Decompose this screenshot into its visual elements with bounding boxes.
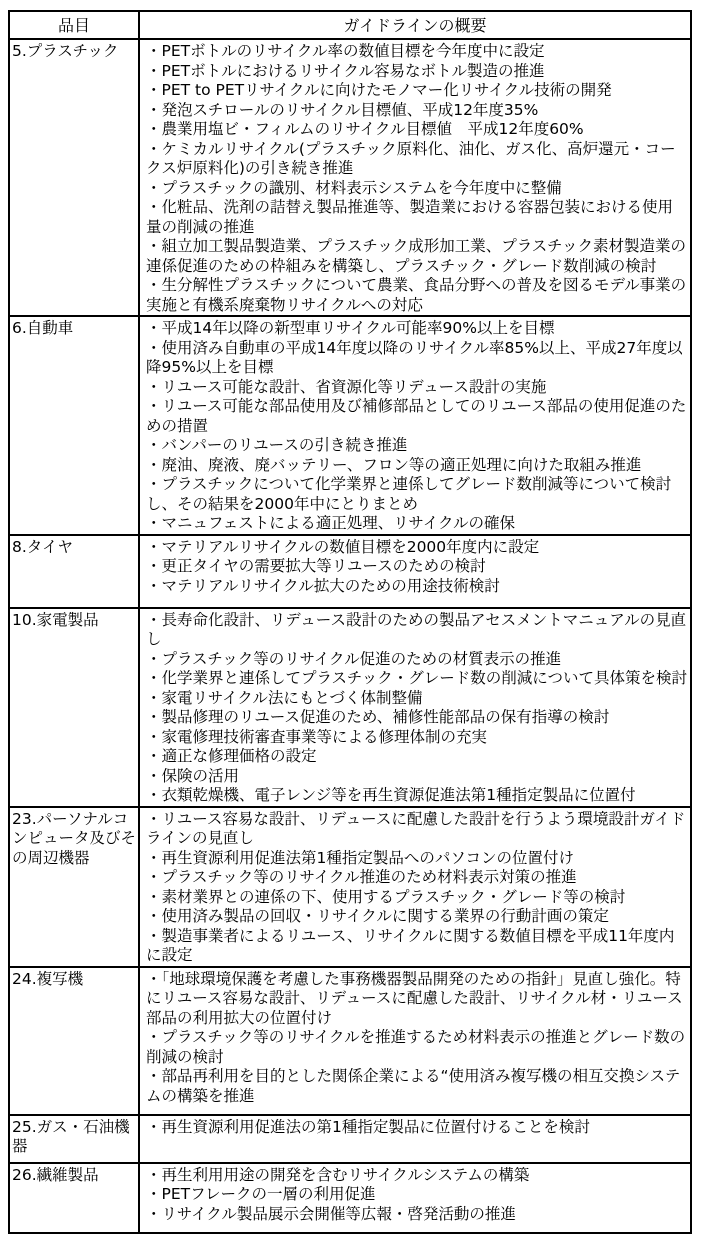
header-item-column: 品目	[10, 12, 140, 38]
guideline-item: ・家電リサイクル法にもとづく体制整備	[146, 688, 423, 707]
item-name: 6.自動車	[10, 317, 140, 534]
guidelines-cell	[140, 609, 690, 806]
table-row	[10, 806, 690, 966]
guideline-item: ・プラスチックについて化学業界と連係してグレード数削減等について検討し、その結果を2000年中にとりまとめ	[146, 475, 672, 513]
guideline-item: ・更正タイヤの需要拡大等リユースのための検討	[146, 557, 486, 575]
guidelines-cell	[140, 40, 690, 315]
guidelines-cell	[140, 1116, 690, 1162]
guideline-item: ・使用済み自動車の平成14年度以降のリサイクル率85%以上、平成27年度以降95%以上を目標	[146, 338, 683, 376]
guidelines-cell	[140, 536, 690, 607]
guideline-item: ・使用済み製品の回収・リサイクルに関する業界の行動計画の策定	[146, 907, 609, 925]
guideline-item: ・適正な修理価格の設定	[146, 747, 317, 765]
table-row	[10, 1162, 690, 1232]
guideline-item: ・リサイクル製品展示会開催等広報・啓発活動の推進	[146, 1204, 516, 1223]
guideline-item: ・リユース可能な設計、省資源化等リデュース設計の実施	[146, 377, 547, 396]
guideline-item: ・保険の活用	[146, 766, 240, 785]
item-name: 5.プラスチック	[10, 40, 140, 315]
guidelines-cell	[140, 317, 690, 534]
guideline-item: ・化学業界と連係してプラスチック・グレード数の削減について具体策を検討	[146, 669, 687, 687]
table-row	[10, 966, 690, 1114]
guideline-item: ・プラスチック等のリサイクル推進のため材料表示対策の推進	[146, 868, 577, 886]
table-row	[10, 1114, 690, 1162]
guideline-item: ・再生利用用途の開発を含むリサイクルシステムの構築	[146, 1165, 530, 1184]
guideline-item: ・マテリアルリサイクルの数値目標を2000年度内に設定	[146, 537, 540, 556]
guideline-item: ・マニュフェストによる適正処理、リサイクルの確保	[146, 514, 516, 532]
table-row	[10, 315, 690, 534]
guideline-item: ・リユース可能な部品使用及び補修部品としてのリユース部品の使用促進のための措置	[146, 397, 687, 435]
table-row	[10, 38, 690, 315]
guideline-item: ・家電修理技術審査事業等による修理体制の充実	[146, 727, 488, 746]
guideline-item: ・長寿命化設計、リデュース設計のための製品アセスメントマニュアルの見直し	[146, 610, 687, 648]
table-header-row	[10, 12, 690, 38]
guideline-item: ・化粧品、洗剤の詰替え製品推進等、製造業における容器包装における使用量の削減の推進	[146, 198, 674, 236]
guidelines-table	[8, 10, 692, 1234]
table-row	[10, 534, 690, 607]
item-name: 24.複写機	[10, 968, 140, 1114]
guideline-item: ・製品修理のリユース促進のため、補修性能部品の保有指導の検討	[146, 708, 610, 726]
guideline-item: ・プラスチックの識別、材料表示システムを今年度中に整備	[146, 178, 562, 197]
guideline-item: ・PETフレークの一層の利用促進	[146, 1185, 376, 1203]
item-name: 26.繊維製品	[10, 1164, 140, 1232]
guideline-item: ・再生資源利用促進法の第1種指定製品に位置付けることを検討	[146, 1117, 590, 1136]
guideline-item: ・製造事業者によるリユース、リサイクルに関する数値目標を平成11年度内に設定	[146, 926, 675, 964]
guideline-item: ・素材業界との連係の下、使用するプラスチック・グレード等の検討	[146, 887, 626, 906]
guideline-item: ・PETボトルのリサイクル率の数値目標を今年度中に設定	[146, 42, 545, 60]
header-summary-column: ガイドラインの概要	[343, 15, 487, 35]
item-name: 23.パーソナルコンピュータ及びその周辺機器	[10, 808, 140, 966]
guideline-item: ・平成14年以降の新型車リサイクル可能率90%以上を目標	[146, 319, 555, 337]
guideline-item: ・組立加工製品製造業、プラスチック成形加工業、プラスチック素材製造業の連係促進のための枠組みを構築し、プラスチック・グレード数削減の検討	[146, 237, 687, 275]
guideline-item: ・生分解性プラスチックについて農業、食品分野への普及を図るモデル事業の実施と有機系廃棄物リサイクルへの対応	[146, 276, 687, 314]
guidelines-cell	[140, 1164, 690, 1232]
guideline-item: ・「地球環境保護を考慮した事務機器製品開発のための指針」見直し強化。特にリユース容易な設計、リデュースに配慮した設計、リサイクル材・リユース部品の利用拡大の位置付け	[146, 969, 683, 1027]
guideline-item: ・再生資源利用促進法第1種指定製品へのパソコンの位置付け	[146, 848, 575, 867]
guidelines-cell	[140, 808, 690, 966]
item-name: 25.ガス・石油機器	[10, 1116, 140, 1162]
guideline-item: ・廃油、廃液、廃バッテリー、フロン等の適正処理に向けた取組み推進	[146, 455, 642, 474]
guidelines-cell	[140, 968, 690, 1114]
guideline-item: ・PETボトルにおけるリサイクル容易なボトル製造の推進	[146, 61, 545, 80]
guideline-item: ・発泡スチロールのリサイクル目標値、平成12年度35%	[146, 100, 539, 119]
table-row	[10, 607, 690, 806]
guideline-item: ・マテリアルリサイクル拡大のための用途技術検討	[146, 576, 500, 595]
guideline-item: ・ケミカルリサイクル(プラスチック原料化、油化、ガス化、高炉還元・コークス炉原料化)の引き続き推進	[146, 139, 676, 177]
guideline-item: ・プラスチック等のリサイクル促進のための材質表示の推進	[146, 649, 562, 668]
item-name: 10.家電製品	[10, 609, 140, 806]
item-name: 8.タイヤ	[10, 536, 140, 607]
guideline-item: ・部品再利用を目的とした関係企業による“使用済み複写機の相互交換システムの構築を推進	[146, 1067, 681, 1105]
guideline-item: ・衣類乾燥機、電子レンジ等を再生資源促進法第1種指定製品に位置付	[146, 786, 636, 804]
guideline-item: ・リユース容易な設計、リデュースに配慮した設計を行うよう環境設計ガイドラインの見直し	[146, 809, 686, 847]
guideline-item: ・プラスチック等のリサイクルを推進するため材料表示の推進とグレード数の削減の検討	[146, 1028, 686, 1066]
guideline-item: ・PET to PETリサイクルに向けたモノマー化リサイクル技術の開発	[146, 81, 612, 99]
guideline-item: ・農業用塩ビ・フィルムのリサイクル目標値 平成12年度60%	[146, 120, 584, 138]
guideline-item: ・バンパーのリユースの引き続き推進	[146, 436, 408, 454]
